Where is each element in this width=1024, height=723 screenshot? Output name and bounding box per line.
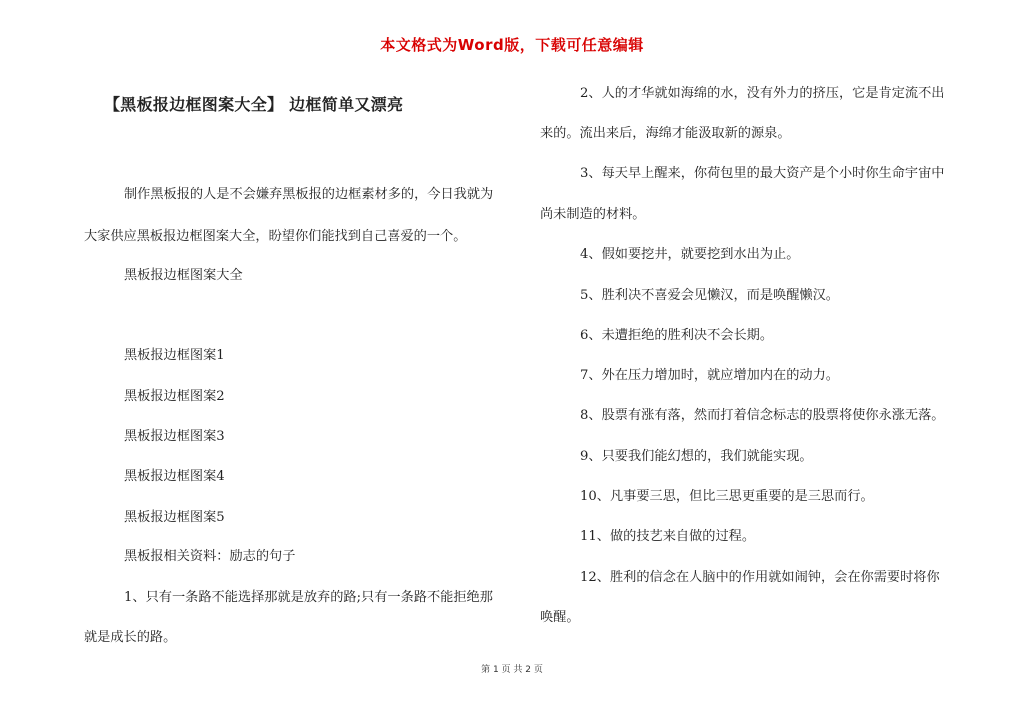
section-heading: 黑板报边框图案大全 [124,268,243,283]
item-3-line-1: 3、每天早上醒来，你荷包里的最大资产是个小时你生命宇宙中 [580,166,945,181]
item-12-line-2: 唤醒。 [540,610,580,625]
pattern-label-2: 黑板报边框图案2 [124,389,225,404]
pattern-label-1: 黑板报边框图案1 [124,348,225,363]
page-title: 【黑板报边框图案大全】 边框简单又漂亮 [104,95,404,114]
item-4: 4、假如要挖井，就要挖到水出为止。 [580,247,800,262]
item-1-line-1: 1、只有一条路不能选择那就是放弃的路;只有一条路不能拒绝那 [124,590,493,605]
item-2-line-2: 来的。流出来后，海绵才能汲取新的源泉。 [540,126,791,141]
item-6: 6、未遭拒绝的胜利决不会长期。 [580,328,774,343]
item-5: 5、胜利决不喜爱会见懒汉，而是唤醒懒汉。 [580,288,839,303]
item-7: 7、外在压力增加时，就应增加内在的动力。 [580,368,839,383]
pattern-label-4: 黑板报边框图案4 [124,469,225,484]
related-heading: 黑板报相关资料：励志的句子 [124,549,296,564]
intro-line-1: 制作黑板报的人是不会嫌弃黑板报的边框素材多的，今日我就为 [124,187,494,202]
item-12-line-1: 12、胜利的信念在人脑中的作用就如闹钟，会在你需要时将你 [580,570,940,585]
item-2-line-1: 2、人的才华就如海绵的水，没有外力的挤压，它是肯定流不出 [580,86,945,101]
right-column [520,0,1024,723]
format-banner: 本文格式为Word版，下载可任意编辑 [380,36,644,54]
item-8: 8、股票有涨有落，然而打着信念标志的股票将使你永涨无落。 [580,408,945,423]
item-10: 10、凡事要三思，但比三思更重要的是三思而行。 [580,489,874,504]
intro-line-2: 大家供应黑板报边框图案大全，盼望你们能找到自己喜爱的一个。 [84,229,467,244]
pattern-label-3: 黑板报边框图案3 [124,429,225,444]
item-9: 9、只要我们能幻想的，我们就能实现。 [580,449,813,464]
item-3-line-2: 尚未制造的材料。 [540,207,646,222]
item-11: 11、做的技艺来自做的过程。 [580,529,756,544]
item-1-line-2: 就是成长的路。 [84,630,177,645]
pattern-label-5: 黑板报边框图案5 [124,510,225,525]
page-number: 第 1 页 共 2 页 [481,665,543,675]
